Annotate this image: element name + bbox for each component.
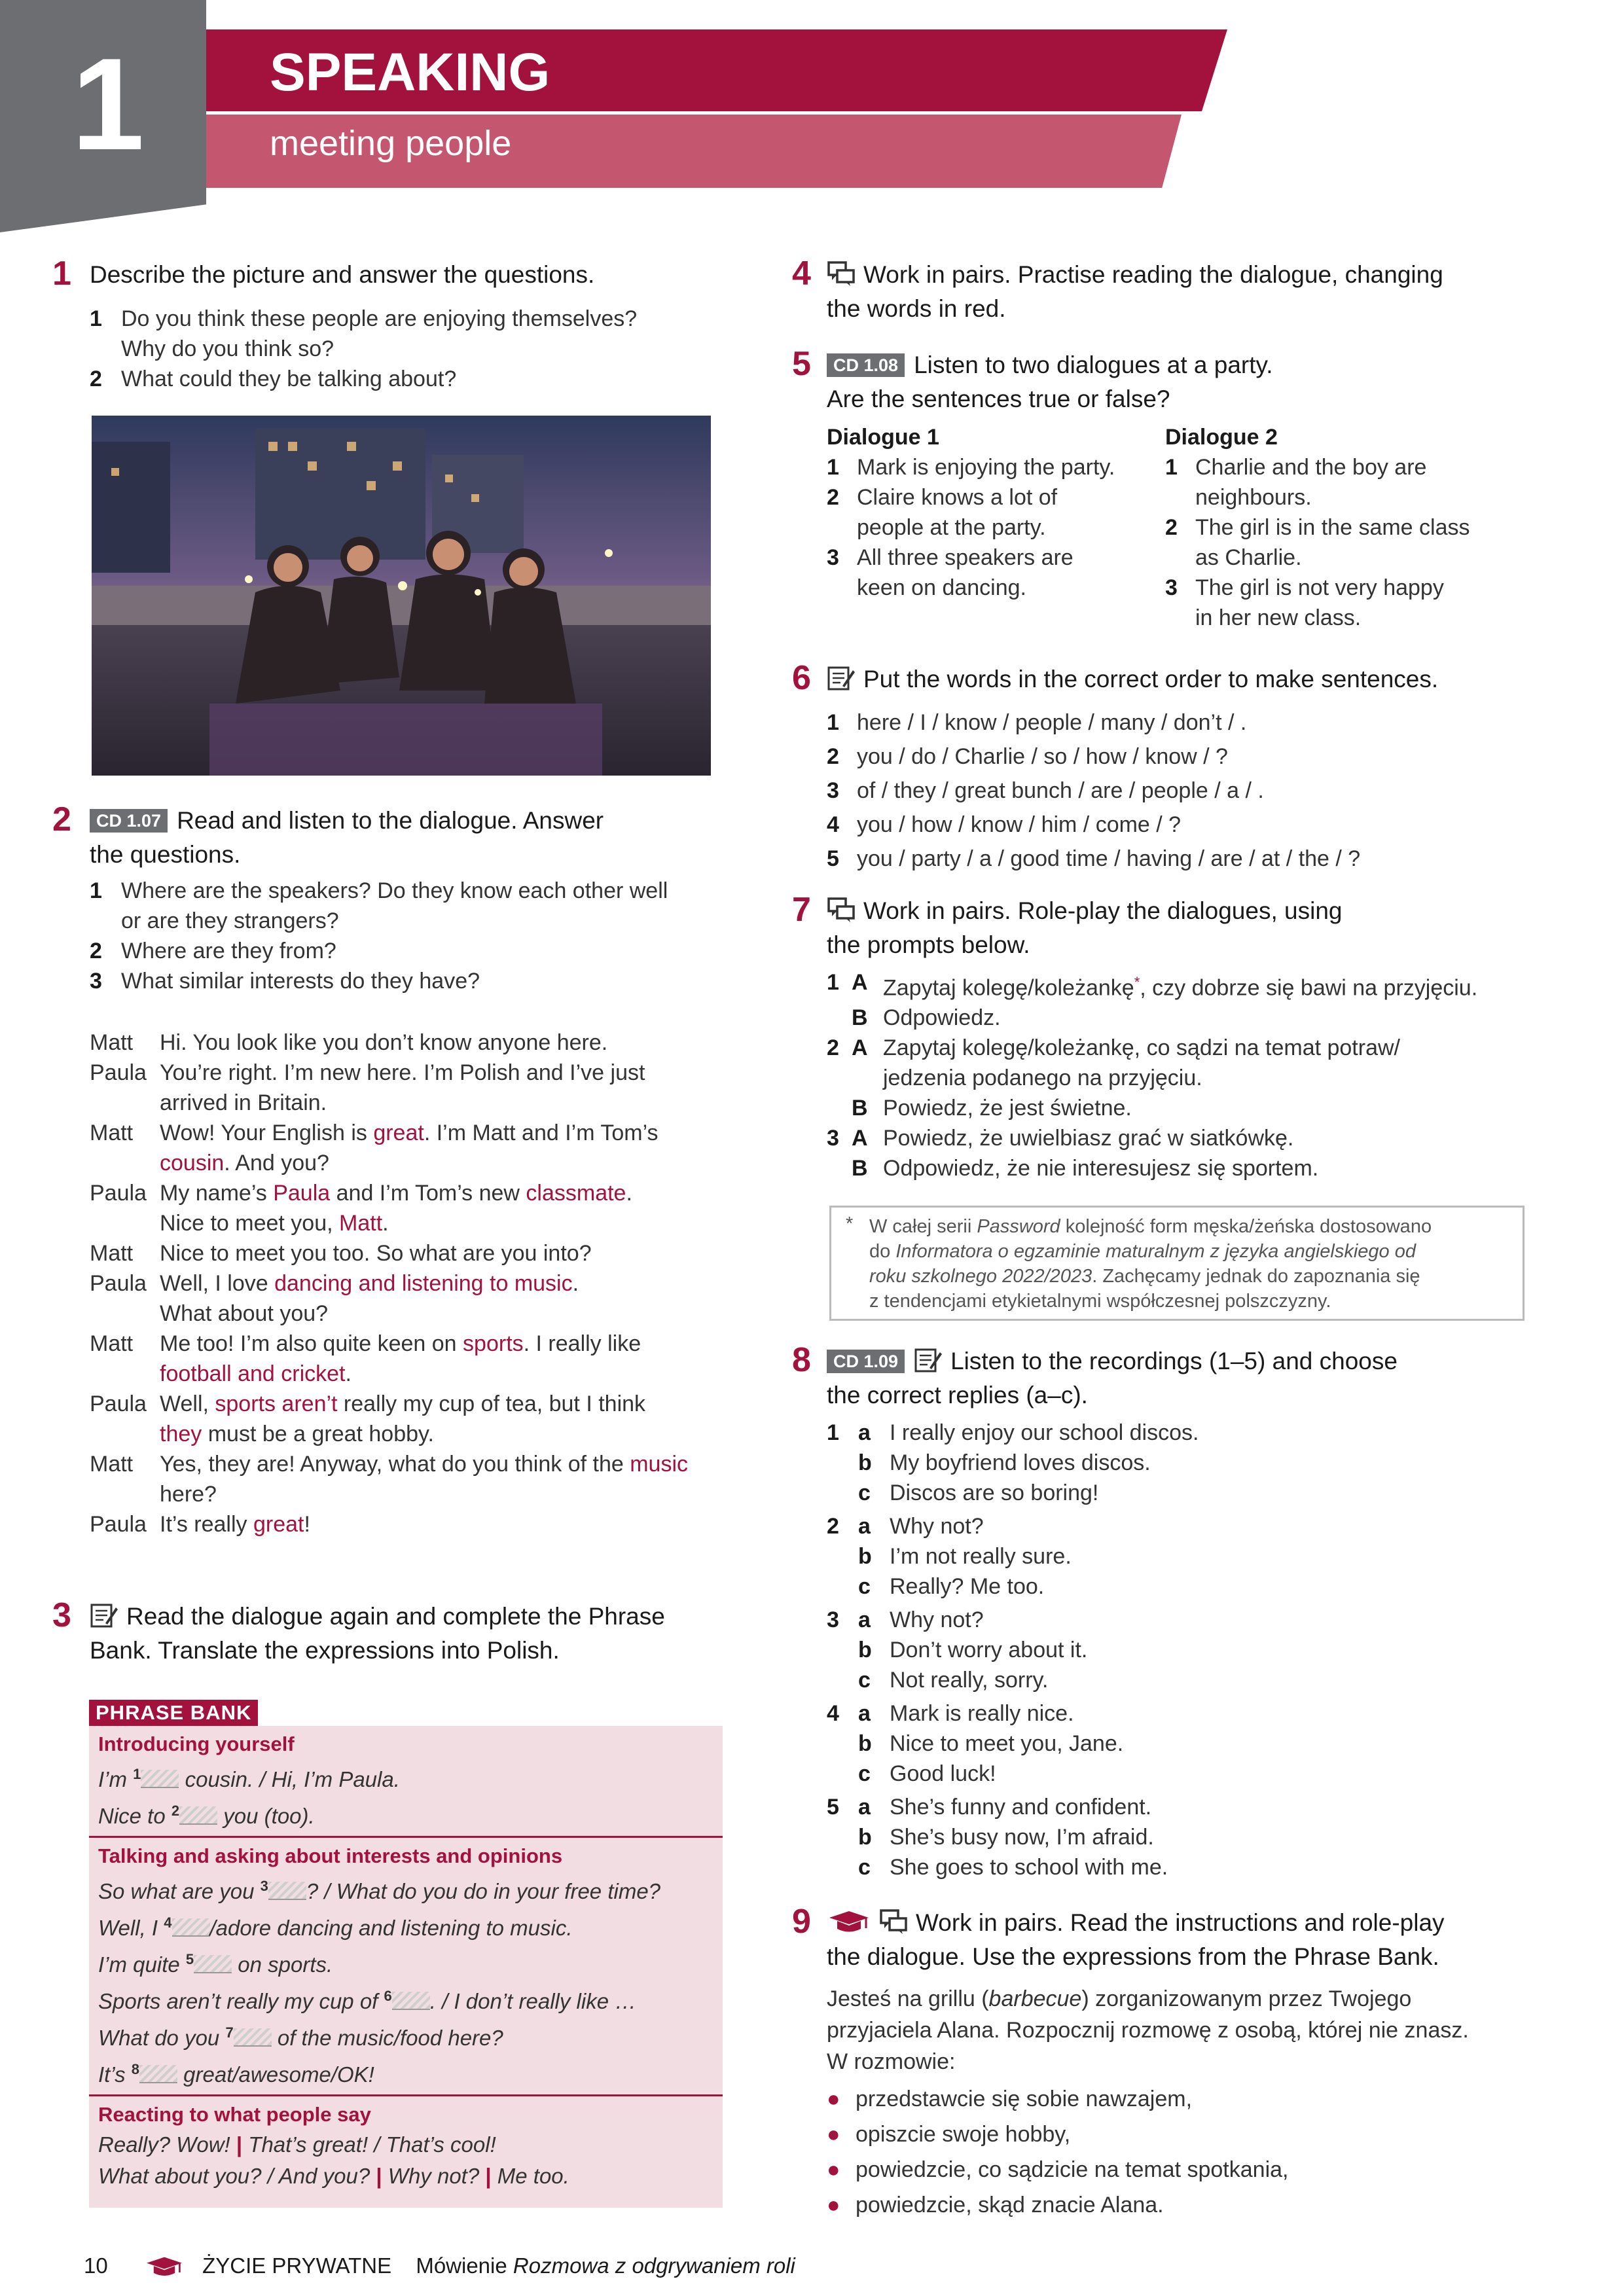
phrase-bank-heading: Reacting to what people say — [98, 2103, 371, 2126]
blank-gap[interactable] — [268, 1882, 306, 1900]
bullet-item: ● przedstawcie się sobie nawzajem, — [827, 2087, 1193, 2111]
exercise-9-number: 9 — [792, 1903, 811, 1941]
pair-work-icon — [827, 260, 856, 287]
dialogue-line: Paula It’s really great! — [90, 1512, 310, 1537]
prompt-item: 1 A Zapytaj kolegę/koleżankę*, czy dobrze się bawi na przyjęciu. — [827, 970, 1478, 1001]
exercise-6-instruction: Put the words in the correct order to make sentences. — [827, 662, 1579, 696]
dialogue — [90, 1028, 738, 1539]
phrase-bank — [89, 1726, 723, 2208]
page-title: SPEAKING — [270, 43, 550, 102]
exercise-7-instruction: Work in pairs. Role-play the dialogues, using the prompts below. — [827, 897, 1343, 958]
prompt-item: B Powiedz, że jest świetne. — [852, 1096, 1132, 1121]
statement-item: 3 The girl is not very happy in her new class. — [1165, 575, 1444, 630]
page-subtitle: meeting people — [270, 124, 512, 163]
exercise-3-number: 3 — [52, 1596, 71, 1634]
option-item[interactable]: b Don’t worry about it. — [858, 1638, 1088, 1662]
exercise-2-instruction: CD 1.07 Read and listen to the dialogue. Answer the questions. — [90, 807, 604, 868]
unit-number: 1 — [71, 31, 145, 177]
question-item: 2 What could they be talking about? — [90, 367, 457, 391]
phrase-line: I’m $^1$ cousin. / Hi, I’m Paula. — [98, 1766, 400, 1791]
dialogue-line: Paula Well, I love dancing and listening to music. What about you? — [90, 1271, 579, 1326]
exercise-5-number: 5 — [792, 345, 811, 383]
page-number: 10 — [84, 2253, 108, 2278]
phrase-line: What about you? / And you? | Why not? | Me too. — [98, 2164, 569, 2188]
exercise-2-number: 2 — [52, 800, 71, 838]
page-footer — [84, 2251, 795, 2280]
option-item[interactable]: c Not really, sorry. — [858, 1668, 1049, 1693]
option-item[interactable]: 3 a Why not? — [827, 1607, 984, 1632]
phrase-line: It’s $^8$ great/awesome/OK! — [98, 2061, 374, 2087]
phrase-bank-heading: Talking and asking about interests and opinions — [98, 1844, 563, 1867]
footer-task: Rozmowa z odgrywaniem roli — [513, 2253, 795, 2278]
blank-gap[interactable] — [194, 1955, 232, 1973]
notebook-icon — [827, 665, 856, 691]
statement-item: 1 Mark is enjoying the party. — [827, 455, 1115, 480]
dialogue-2-statements — [1165, 422, 1532, 633]
pair-work-icon — [827, 897, 856, 923]
dialogue-line: Matt Wow! Your English is great. I’m Matt and I’m Tom’s cousin. And you? — [90, 1121, 659, 1175]
exercise-7-prompts — [827, 967, 1560, 1183]
dialogue-2-heading: Dialogue 2 — [1165, 425, 1278, 450]
exercise-1-questions — [90, 304, 718, 394]
blank-gap[interactable] — [179, 1806, 217, 1825]
list-item: 2 you / do / Charlie / so / how / know / ? — [827, 744, 1228, 769]
phrase-line: I’m quite $^5$ on sports. — [98, 1951, 333, 1977]
exercise-8-number: 8 — [792, 1341, 811, 1379]
option-item[interactable]: c She goes to school with me. — [858, 1855, 1168, 1880]
bullet-item: ● opiszcie swoje hobby, — [827, 2122, 1071, 2147]
cd-track-badge[interactable]: CD 1.07 — [90, 809, 168, 833]
notebook-icon — [90, 1602, 118, 1628]
question-item: or are they strangers? — [121, 908, 339, 933]
dialogue-line: Paula My name’s Paula and I’m Tom’s new classmate. Nice to meet you, Matt. — [90, 1181, 632, 1236]
footer-section: ŻYCIE PRYWATNE — [202, 2253, 392, 2278]
list-item: 4 you / how / know / him / come / ? — [827, 812, 1182, 837]
phrase-line: What do you $^7$ of the music/food here? — [98, 2024, 503, 2050]
bullet-item: ● powiedzcie, skąd znacie Alana. — [827, 2193, 1164, 2217]
option-item[interactable]: b My boyfriend loves discos. — [858, 1450, 1151, 1475]
question-item: Why do you think so? — [121, 336, 334, 361]
option-item[interactable]: c Good luck! — [858, 1761, 996, 1786]
exercise-1-number: 1 — [52, 255, 71, 293]
pair-work-icon — [879, 1909, 908, 1935]
footnote-box: * W całej serii Password kolejność form męska/żeńska dostosowano do Informatora o egzaminie maturalnym z języka angielskiego od roku szkolnego 2022/2023. Zachęcamy jednak do zapoznania się z tendencjami etykietalnymi współczesnej polszczyzny. — [829, 1206, 1525, 1321]
option-item[interactable]: 5 a She’s funny and confident. — [827, 1795, 1152, 1820]
statement-item: 2 The girl is in the same class as Charlie. — [1165, 515, 1470, 570]
exercise-7-number: 7 — [792, 891, 811, 929]
question-item: 1 Do you think these people are enjoying themselves? — [90, 306, 638, 331]
graduation-cap-icon — [141, 2255, 187, 2278]
option-item[interactable]: b Nice to meet you, Jane. — [858, 1731, 1124, 1756]
option-item[interactable]: b I’m not really sure. — [858, 1544, 1072, 1569]
exercise-8-instruction: CD 1.09 Listen to the recordings (1–5) and choose the correct replies (a–c). — [827, 1348, 1398, 1408]
prompt-item: B Odpowiedz, że nie interesujesz się sportem. — [852, 1156, 1319, 1181]
dialogue-line: Paula Well, sports aren’t really my cup of tea, but I think they must be a great hobby. — [90, 1391, 646, 1446]
question-item: 2 Where are they from? — [90, 939, 336, 963]
option-item[interactable]: 1 a I really enjoy our school discos. — [827, 1420, 1199, 1445]
phrase-line: So what are you $^3$ ? / What do you do in your free time? — [98, 1878, 661, 1903]
question-item: 1 Where are the speakers? Do they know each other well — [90, 878, 668, 903]
graduation-cap-icon — [827, 1909, 871, 1935]
party-photo — [92, 416, 711, 776]
exercise-3-instruction: Read the dialogue again and complete the Phrase Bank. Translate the expressions into Polish. — [90, 1603, 665, 1664]
option-item[interactable]: 4 a Mark is really nice. — [827, 1701, 1074, 1726]
list-item: 5 you / party / a / good time / having / are / at / the / ? — [827, 846, 1361, 871]
list-item: 3 of / they / great bunch / are / people / a / . — [827, 778, 1264, 803]
cd-track-badge[interactable]: CD 1.09 — [827, 1350, 905, 1373]
prompt-item: B Odpowiedz. — [852, 1005, 1001, 1031]
phrase-line: Well, I $^4$ /adore dancing and listening to music. — [98, 1914, 573, 1940]
blank-gap[interactable] — [234, 2028, 272, 2047]
statement-item: 1 Charlie and the boy are neighbours. — [1165, 455, 1427, 510]
blank-gap[interactable] — [392, 1992, 430, 2010]
dialogue-line: Matt Me too! I’m also quite keen on sports. I really like football and cricket. — [90, 1331, 641, 1386]
blank-gap[interactable] — [172, 1918, 210, 1937]
exercise-4-instruction: Work in pairs. Practise reading the dialogue, changing the words in red. — [827, 261, 1443, 322]
option-item[interactable]: 2 a Why not? — [827, 1514, 984, 1539]
exercise-6-items — [827, 706, 1547, 876]
option-item[interactable]: b She’s busy now, I’m afraid. — [858, 1825, 1154, 1850]
dialogue-line: Matt Nice to meet you too. So what are you into? — [90, 1241, 592, 1266]
footer-skill: Mówienie — [416, 2253, 513, 2278]
list-item: 1 here / I / know / people / many / don’t / . — [827, 710, 1247, 735]
prompt-item: 3 A Powiedz, że uwielbiasz grać w siatkówkę. — [827, 1126, 1294, 1151]
dialogue-line: Paula You’re right. I’m new here. I’m Polish and I’ve just arrived in Britain. — [90, 1060, 645, 1115]
question-item: 3 What similar interests do they have? — [90, 969, 480, 994]
blank-gap[interactable] — [139, 2065, 177, 2083]
exercise-1-instruction: Describe the picture and answer the questions. — [90, 261, 595, 288]
exercise-2-questions — [90, 876, 718, 996]
phrase-bank-heading: Introducing yourself — [98, 1732, 295, 1755]
blank-gap[interactable] — [141, 1770, 179, 1788]
exercise-6-number: 6 — [792, 659, 811, 697]
exercise-8-options — [827, 1418, 1547, 1882]
statement-item: 2 Claire knows a lot of people at the party. — [827, 485, 1058, 540]
dialogue-1-statements — [827, 422, 1167, 603]
option-item[interactable]: c Discos are so boring! — [858, 1480, 1099, 1505]
dialogue-1-heading: Dialogue 1 — [827, 425, 939, 450]
dialogue-line: Matt Yes, they are! Anyway, what do you think of the music here? — [90, 1452, 689, 1507]
option-item[interactable]: c Really? Me too. — [858, 1574, 1045, 1599]
phrase-line: Sports aren’t really my cup of $^6$ . / I don’t really like … — [98, 1988, 637, 2013]
dialogue-line: Matt Hi. You look like you don’t know anyone here. — [90, 1030, 608, 1055]
exercise-5-instruction: CD 1.08 Listen to two dialogues at a party. Are the sentences true or false? — [827, 351, 1273, 412]
phrase-bank-label: PHRASE BANK — [89, 1700, 258, 1726]
exercise-9-instruction: Work in pairs. Read the instructions and role-play the dialogue. Use the expressions from the Phrase Bank. — [827, 1909, 1445, 1970]
cd-track-badge[interactable]: CD 1.08 — [827, 353, 905, 377]
prompt-item: 2 A Zapytaj kolegę/koleżankę, co sądzi na temat potraw/ jedzenia podanego na przyjęciu. — [827, 1035, 1400, 1091]
exercise-9-text: Jesteś na grillu (barbecue) zorganizowanym przez Twojego przyjaciela Alana. Rozpocznij rozmowę z osobą, której nie znasz. W rozmowie: ● przedstawcie się sobie nawzajem, ● opiszcie swoje hobby, ● powiedzcie, co sądzicie na temat spotkania, ● powiedzcie, skąd znacie Alana. — [827, 1983, 1560, 2223]
phrase-line: Nice to $^2$ you (too). — [98, 1803, 315, 1828]
bullet-item: ● powiedzcie, co sądzicie na temat spotkania, — [827, 2157, 1289, 2182]
exercise-4-number: 4 — [792, 255, 811, 293]
statement-item: 3 All three speakers are keen on dancing. — [827, 545, 1074, 600]
phrase-line: Really? Wow! | That’s great! / That’s cool! — [98, 2132, 496, 2157]
notebook-icon — [914, 1347, 943, 1373]
